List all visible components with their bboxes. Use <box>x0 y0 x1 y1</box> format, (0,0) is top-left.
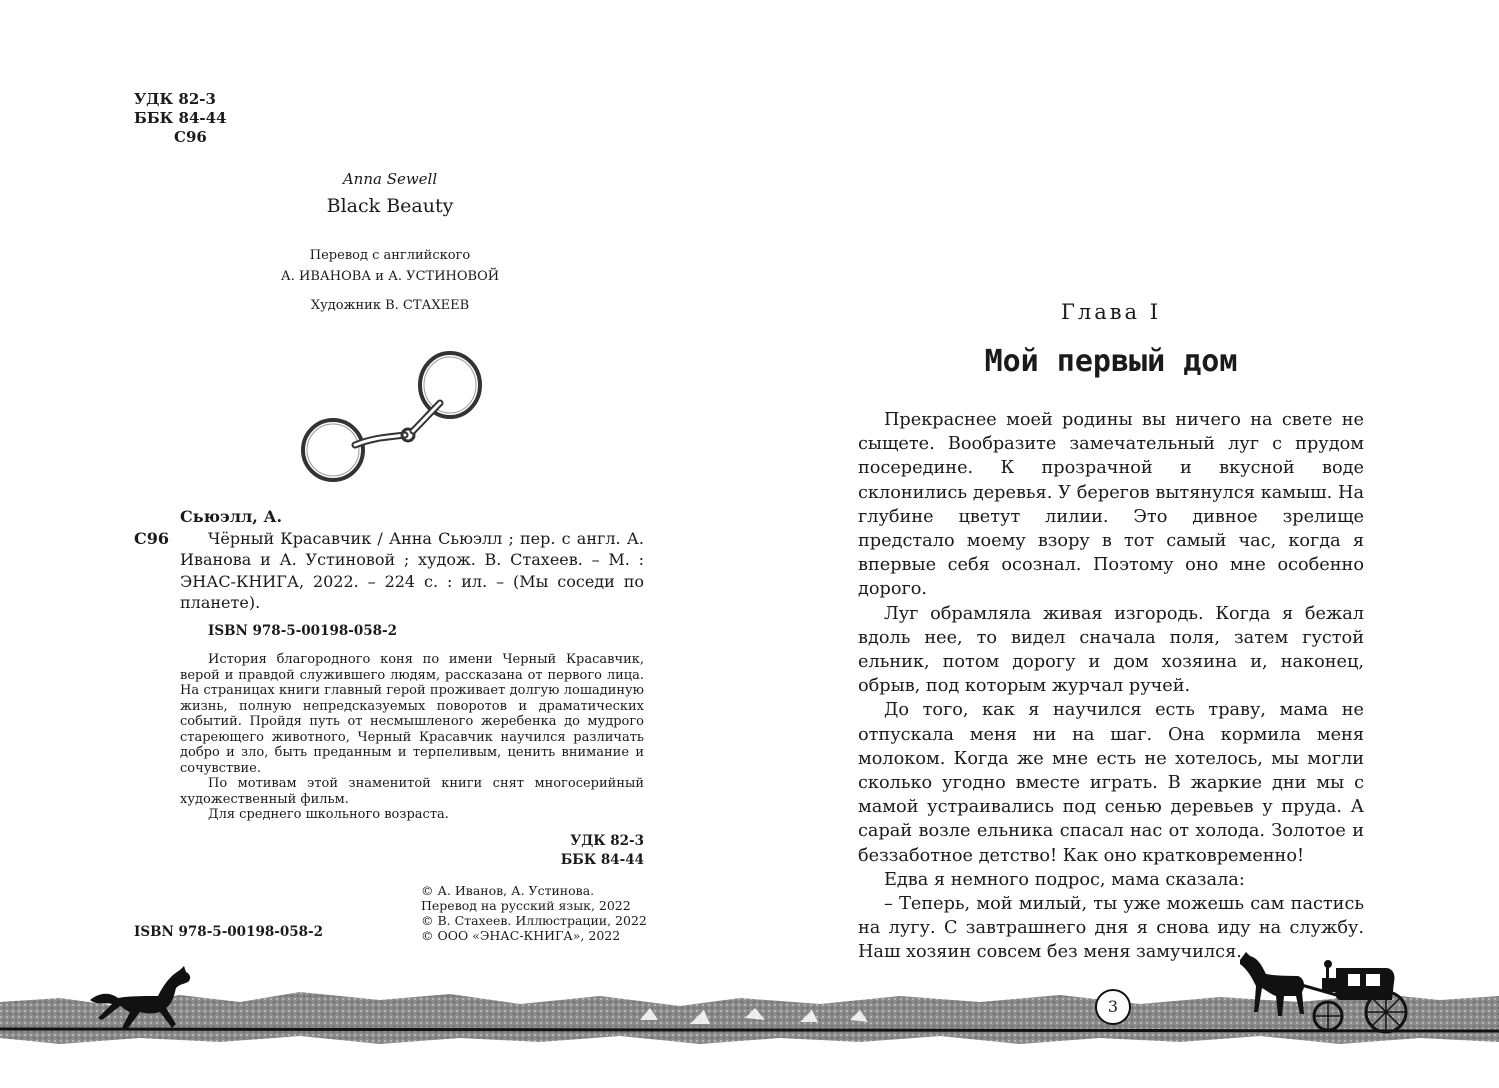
annotation-paragraph: По мотивам этой знаменитой книги снят многосерийный художественный фильм. <box>180 776 644 807</box>
copyright-block <box>421 883 651 943</box>
page-number: 3 <box>1095 989 1131 1025</box>
bibliographic-record <box>180 506 644 614</box>
chapter-label: Глава I <box>1060 300 1162 324</box>
udk-code: УДК 82-3 <box>134 90 216 108</box>
bbk-code: ББК 84-44 <box>134 109 227 127</box>
copyright-line: © В. Стахеев. Иллюстрации, 2022 <box>421 913 647 928</box>
isbn-main: ISBN 978-5-00198-058-2 <box>208 623 398 639</box>
body-paragraph: – Теперь, мой милый, ты уже можешь сам пастись на лугу. С завтрашнего дня я снова иду на службу. Наш хозяин совсем без меня замучился. <box>858 894 1364 963</box>
body-paragraph: До того, как я научился есть траву, мама не отпускала меня ни на шаг. Она кормила меня молоком. Когда же мне есть не хотелось, мы могли сколько угодно вместе играть. В жаркие дни мы с мамой устраивались под сенью деревьев у пруда. А сарай возле ельника спасал нас от холода. Золотое и беззаботное детство! Как оно кратковременно! <box>858 700 1364 866</box>
udk-block-bottom <box>544 832 644 870</box>
original-title: Black Beauty <box>326 195 454 217</box>
author-original-name: Anna Sewell <box>342 170 438 188</box>
udk-block-top <box>134 90 226 147</box>
bib-author: Сьюэлл, А. <box>180 507 283 526</box>
horse-bit-illustration <box>295 345 495 485</box>
translators: А. ИВАНОВА и А. УСТИНОВОЙ <box>280 269 500 284</box>
udk-code: УДК 82-3 <box>570 833 644 849</box>
body-paragraph: Едва я немного подрос, мама сказала: <box>884 869 1245 890</box>
body-paragraph: Луг обрамляла живая изгородь. Когда я бежал вдоль нее, то видел сначала поля, затем густой ельник, потом дорогу и дом хозяина и, наконец, обрыв, под которым журчал ручей. <box>858 603 1364 697</box>
horse-carriage-silhouette <box>1236 946 1416 1036</box>
copyright-line: © ООО «ЭНАС-КНИГА», 2022 <box>421 928 621 943</box>
translation-note: Перевод с английского <box>309 248 471 263</box>
horse-silhouette <box>88 966 198 1036</box>
body-paragraph: Прекраснее моей родины вы ничего на свете не сыщете. Вообразите замечательный луг с прудом посередине. К прозрачной и вкусной воде склонились деревья. У берегов вытянулся камыш. На глубине цветут лилии. Это дивное зрелище предстало моему взору в тот самый час, когда я впервые себя осознал. Поэтому оно мне особенно дорого. <box>858 410 1364 600</box>
annotation-paragraph: История благородного коня по имени Черный Красавчик, верой и правдой служившего людям, рассказана от первого лица. На страницах книги главный герой проживает долгую лошадиную жизнь, полную непредсказуемых поворотов и драматических событий. Пройдя путь от несмышленого жеребенка до мудрого стареющего животного, Черный Красавчик научился различать добро и зло, быть преданным и терпеливым, ценить внимание и сочувствие. <box>180 652 644 776</box>
bib-description: Чёрный Красавчик / Анна Сьюэлл ; пер. с англ. А. Иванова и А. Устиновой ; худож. В. Стахеев. – М. : ЭНАС-КНИГА, 2022. – 224 с. : ил. – (Мы соседи по планете). <box>180 528 644 612</box>
annotation-paragraph: Для среднего школьного возраста. <box>208 807 449 822</box>
annotation <box>180 652 644 823</box>
illustrator: Художник В. СТАХЕЕВ <box>310 298 470 313</box>
bib-cipher: С96 <box>134 529 169 548</box>
author-sign: С96 <box>174 128 207 146</box>
bbk-code: ББК 84-44 <box>560 852 644 868</box>
chapter-title: Мой первый дом <box>984 344 1238 379</box>
isbn-footer: ISBN 978-5-00198-058-2 <box>134 924 324 940</box>
copyright-line: © А. Иванов, А. Устинова. Перевод на русский язык, 2022 <box>421 883 631 913</box>
chapter-body <box>858 408 1364 965</box>
